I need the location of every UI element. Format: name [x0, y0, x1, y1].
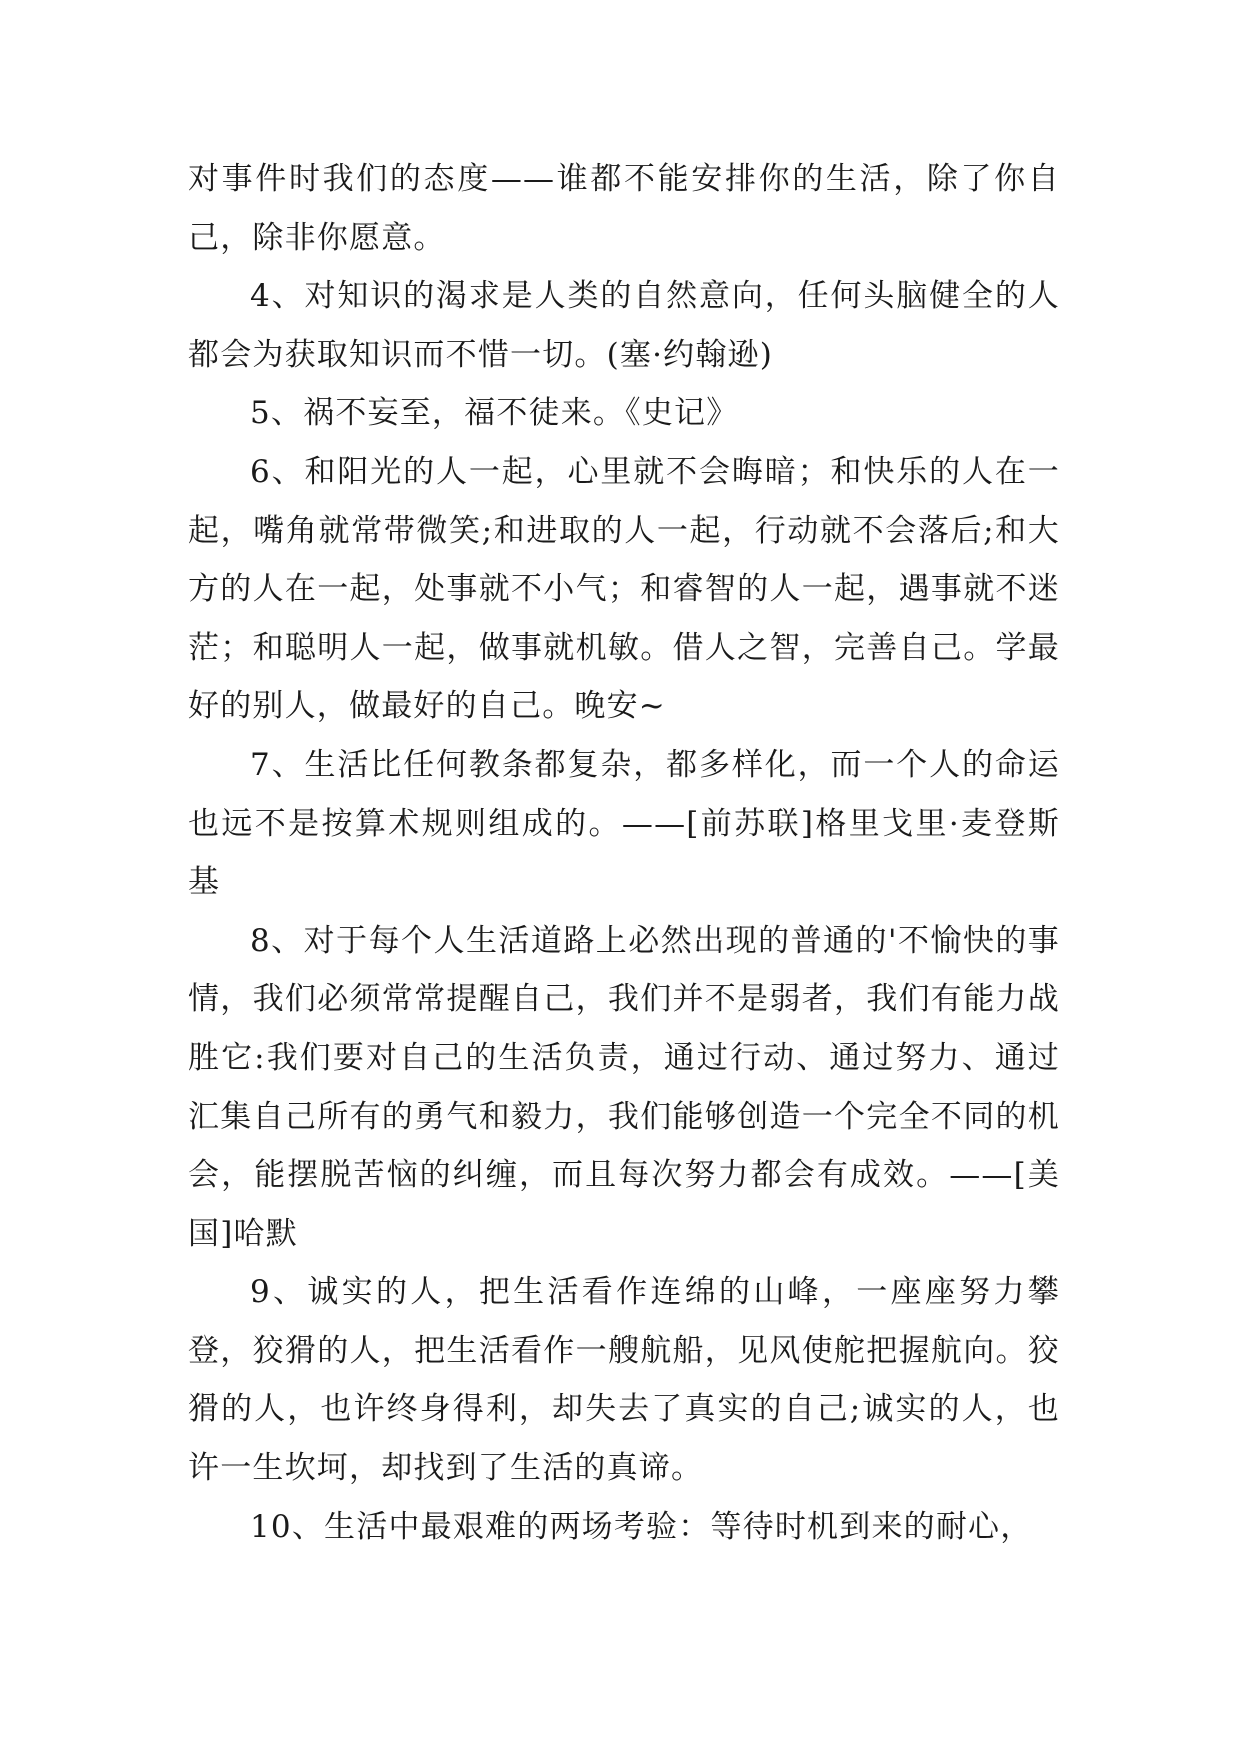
paragraph-quote-5: 5、祸不妄至，福不徒来。《史记》: [250, 395, 739, 432]
paragraph-continuation: 对事件时我们的态度——谁都不能安排你的生活，除了你自己，除非你愿意。: [188, 161, 1060, 256]
paragraph-quote-9: 9、诚实的人，把生活看作连绵的山峰，一座座努力攀登，狡猾的人，把生活看作一艘航船，见风使舵把握航向。狡猾的人，也许终身得利，却失去了真实的自己;诚实的人，也许一生坎坷，却找到了生活的真谛。: [188, 1274, 1060, 1487]
paragraph-quote-4: 4、对知识的渴求是人类的自然意向，任何头脑健全的人都会为获取知识而不惜一切。(塞·约翰逊): [188, 278, 1060, 373]
paragraph-quote-8: 8、对于每个人生活道路上必然出现的普通的'不愉快的事情，我们必须常常提醒自己，我们并不是弱者，我们有能力战胜它:我们要对自己的生活负责，通过行动、通过努力、通过汇集自己所有的勇气和毅力，我们能够创造一个完全不同的机会，能摆脱苦恼的纠缠，而且每次努力都会有成效。——[美国]哈默: [188, 922, 1060, 1252]
paragraph-quote-10: 10、生活中最艰难的两场考验：等待时机到来的耐心，: [250, 1508, 1033, 1545]
paragraph-quote-7: 7、生活比任何教条都复杂，都多样化，而一个人的命运也远不是按算术规则组成的。——[前苏联]格里戈里·麦登斯基: [188, 746, 1060, 901]
document-body: [188, 150, 1060, 1556]
paragraph-quote-6: 6、和阳光的人一起，心里就不会晦暗；和快乐的人在一起，嘴角就常带微笑;和进取的人一起，行动就不会落后;和大方的人在一起，处事就不小气；和睿智的人一起，遇事就不迷茫；和聪明人一起，做事就机敏。借人之智，完善自己。学最好的别人，做最好的自己。晚安~: [188, 453, 1060, 725]
